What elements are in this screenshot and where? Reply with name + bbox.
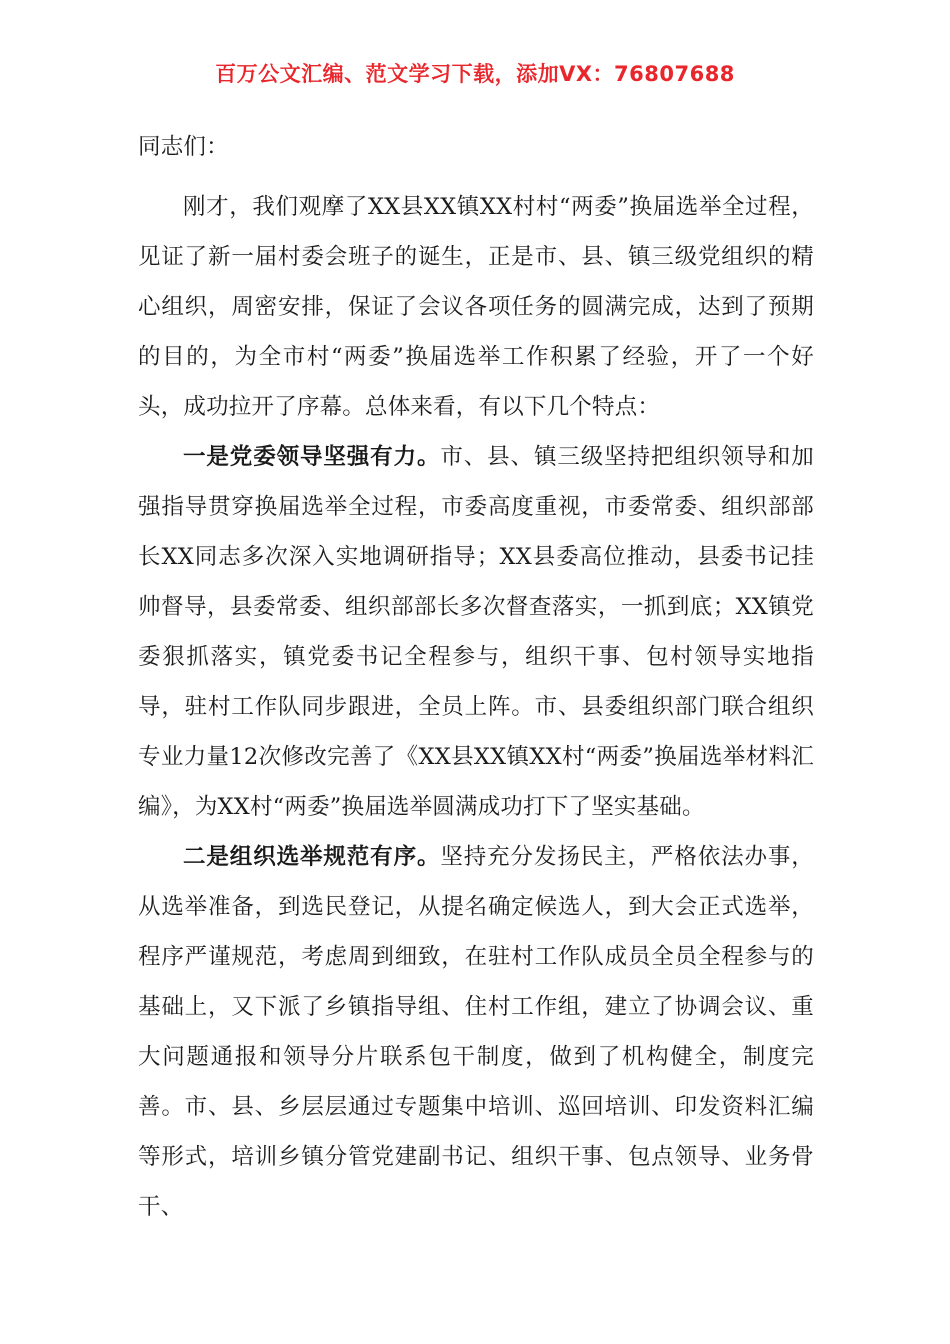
paragraph-point-two [138, 832, 814, 1232]
watermark-banner: 百万公文汇编、范文学习下载，添加VX：76807688 [215, 62, 735, 86]
document-body [138, 122, 814, 1232]
paragraph-point-one [138, 432, 814, 832]
paragraph-point-one-lead: 一是党委领导坚强有力。 [183, 444, 441, 470]
salutation-line: 同志们： [138, 134, 229, 160]
paragraph-point-two-text: 坚持充分发扬民主，严格依法办事，从选举准备，到选民登记，从提名确定候选人，到大会正式选举，程序严谨规范，考虑周到细致，在驻村工作队成员全员全程参与的基础上，又下派了乡镇指导组、住村工作组，建立了协调会议、重大问题通报和领导分片联系包干制度，做到了机构健全，制度完善。市、县、乡层层通过专题集中培训、巡回培训、印发资料汇编等形式，培训乡镇分管党建副书记、组织干事、包点领导、业务骨干、 [138, 844, 814, 1220]
paragraph-opening-text: 刚才，我们观摩了XX县XX镇XX村村“两委”换届选举全过程，见证了新一届村委会班子的诞生，正是市、县、镇三级党组织的精心组织，周密安排，保证了会议各项任务的圆满完成，达到了预期的目的，为全市村“两委”换届选举工作积累了经验，开了一个好头，成功拉开了序幕。总体来看，有以下几个特点： [138, 194, 814, 420]
paragraph-point-one-text: 市、县、镇三级坚持把组织领导和加强指导贯穿换届选举全过程，市委高度重视，市委常委、组织部部长XX同志多次深入实地调研指导；XX县委高位推动，县委书记挂帅督导，县委常委、组织部部长多次督查落实，一抓到底；XX镇党委狠抓落实，镇党委书记全程参与，组织干事、包村领导实地指导，驻村工作队同步跟进，全员上阵。市、县委组织部门联合组织专业力量12次修改完善了《XX县XX镇XX村“两委”换届选举材料汇编》，为XX村“两委”换届选举圆满成功打下了坚实基础。 [138, 444, 814, 820]
paragraph-opening [138, 182, 814, 432]
paragraph-point-two-lead: 二是组织选举规范有序。 [183, 844, 441, 870]
